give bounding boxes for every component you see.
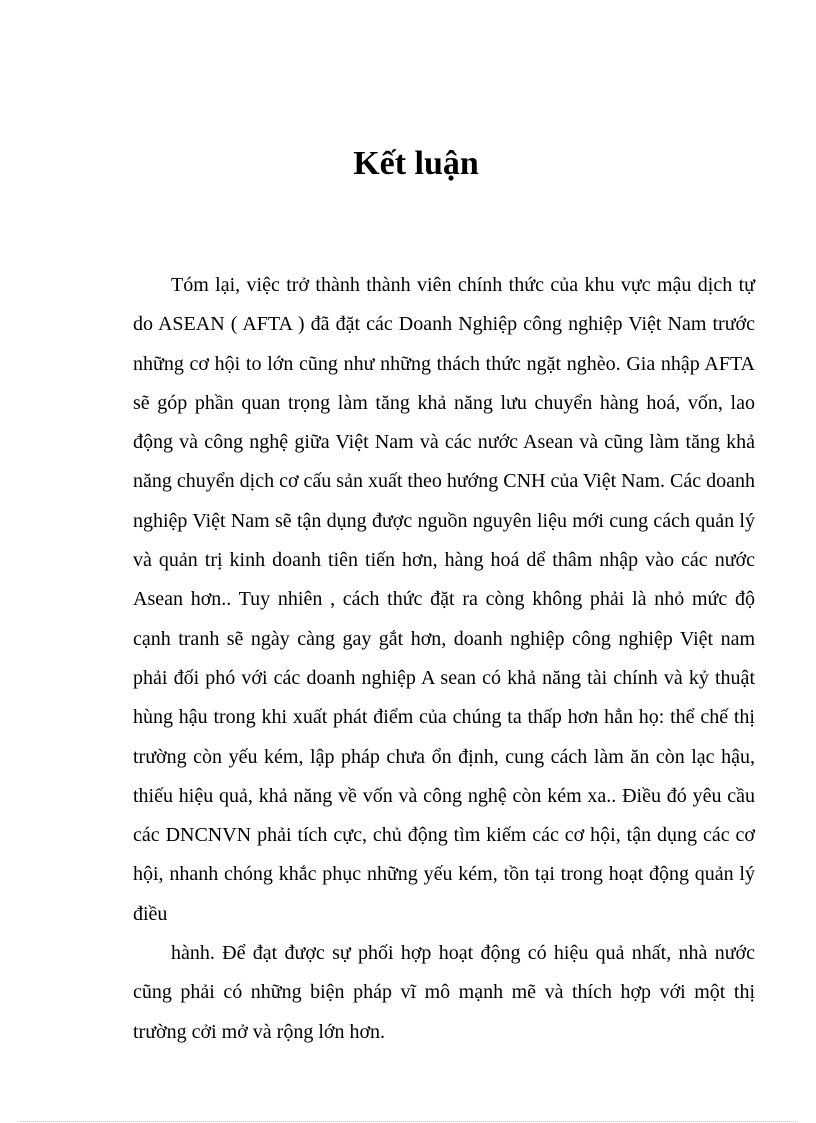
document-body — [133, 266, 755, 1052]
paragraph-2: hành. Để đạt được sự phối hợp hoạt động có hiệu quả nhất, nhà nước cũng phải có những biện pháp vĩ mô mạnh mẽ và thích hợp với một thị trường cởi mở và rộng lớn hơn. — [133, 942, 755, 1043]
paragraph-1: Tóm lại, việc trở thành thành viên chính thức của khu vực mậu dịch tự do ASEAN ( AFTA ) đã đặt các Doanh Nghiệp công nghiệp Việt Nam trước những cơ hội to lớn cũng như những thách thức ngặt nghèo. Gia nhập AFTA sẽ góp phần quan trọng làm tăng khả năng lưu chuyển hàng hoá, vốn, lao động và công nghệ giữa Việt Nam và các nước Asean và cũng làm tăng khả năng chuyển dịch cơ cấu sản xuất theo hướng CNH của Việt Nam. Các doanh nghiệp Việt Nam sẽ tận dụng được nguồn nguyên liệu mới cung cách quản lý và quản trị kinh doanh tiên tiến hơn, hàng hoá dể thâm nhập vào các nước Asean hơn.. Tuy nhiên , cách thức đặt ra còng không phải là nhỏ mức độ cạnh tranh sẽ ngày càng gay gắt hơn, doanh nghiệp công nghiệp Việt nam phải đối phó với các doanh nghiệp A sean có khả năng tài chính và kỷ thuật hùng hậu trong khi xuất phát điểm của chúng ta thấp hơn hẳn họ: thể chế thị trường còn yếu kém, lập pháp chưa ổn định, cung cách làm ăn còn lạc hậu, thiếu hiệu quả, khả năng về vốn và công nghệ còn kém xa.. Điều đó yêu cầu các DNCNVN phải tích cực, chủ động tìm kiếm các cơ hội, tận dụng các cơ hội, nhanh chóng khắc phục những yếu kém, tồn tại trong hoạt động quản lý điều — [133, 274, 755, 925]
footer-divider — [20, 1121, 796, 1122]
page-title: Kết luận — [353, 145, 479, 182]
